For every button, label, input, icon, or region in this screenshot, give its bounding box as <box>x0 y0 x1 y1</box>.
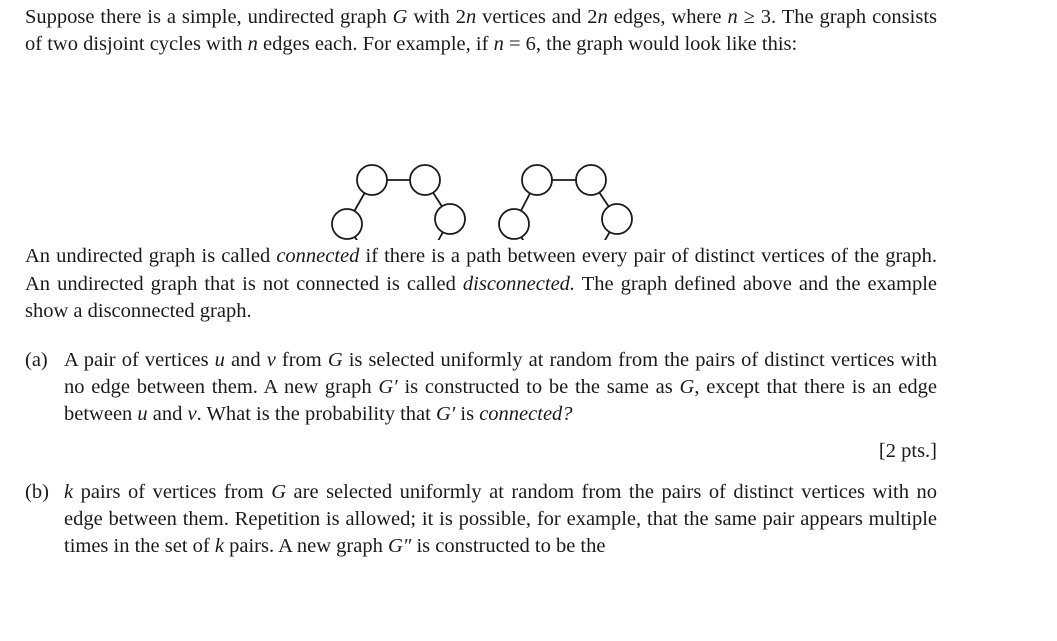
graph-vertex <box>602 204 632 234</box>
part-b-label: (b) <box>25 480 49 503</box>
part-a-text-8: . What is the probability that <box>196 403 436 426</box>
graph-vertex <box>357 165 387 195</box>
math-v: v <box>187 403 197 426</box>
math-k: k <box>214 535 224 558</box>
intro-text-6: edges each. For example, if <box>257 33 494 56</box>
math-n: n <box>597 6 608 28</box>
part-a-text-9: is <box>455 403 480 426</box>
definition-text-2: if there is a path between every pair of distinct vertices of the graph. An undirected graph that is not connected is called <box>25 245 938 295</box>
part-b-text-4: is constructed to be the <box>411 535 606 558</box>
part-a-text-1: A pair of vertices <box>64 349 215 372</box>
graph-vertex <box>332 209 362 239</box>
graph-vertex <box>435 204 465 234</box>
math-G-prime: G′ <box>435 403 456 426</box>
intro-text-7: = 6, the graph would look like this: <box>503 33 798 56</box>
math-G-double-prime: G″ <box>387 535 412 558</box>
math-v: v <box>266 349 276 372</box>
problem-page <box>25 4 937 560</box>
math-n: n <box>727 6 738 28</box>
intro-text-1: Suppose there is a simple, undirected graph <box>25 6 393 28</box>
graph-vertex <box>576 165 606 195</box>
math-n: n <box>247 33 258 56</box>
math-u: u <box>137 403 148 426</box>
math-G: G <box>679 376 695 399</box>
part-a-text-6: , except that there is an edge between <box>64 376 938 426</box>
part-a-text-5: is constructed to be the same as <box>397 376 680 399</box>
intro-text-4: edges, where <box>607 6 728 28</box>
graph-vertex <box>410 165 440 195</box>
graph-vertex <box>499 209 529 239</box>
part-a-text-7: and <box>147 403 188 426</box>
math-n: n <box>465 6 477 28</box>
part-a-text-3: from <box>275 349 328 372</box>
two-cycle-graph <box>25 58 937 240</box>
definition-paragraph <box>25 243 937 325</box>
definition-text-3: The graph defined above and the example show a disconnected graph. <box>25 272 937 322</box>
part-a-text <box>64 347 937 429</box>
part-b <box>25 479 937 561</box>
part-a-text-4: is selected uniformly at random from the pairs of distinct vertices with no edge between them. A new graph <box>64 349 937 399</box>
part-b-text-1: pairs of vertices from <box>73 480 272 503</box>
part-a <box>25 347 937 465</box>
part-b-text <box>64 479 937 561</box>
math-G-prime: G′ <box>378 376 398 399</box>
part-a-text-2: and <box>224 349 267 372</box>
intro-text-2: with 2 <box>407 6 466 28</box>
graph-vertex <box>522 165 552 195</box>
term-connected: connected <box>276 245 360 268</box>
term-connected: connected? <box>479 403 573 426</box>
intro-paragraph <box>25 4 937 58</box>
intro-text-3: vertices and 2 <box>476 6 598 28</box>
definition-text-1: An undirected graph is called <box>25 245 277 268</box>
part-b-text-2: are selected uniformly at random from the pairs of distinct vertices with no edge between them. Repetition is allowed; it is possible, for example, that the same pair appears multiple times in the set of <box>64 480 937 558</box>
math-n: n <box>493 33 504 56</box>
math-k: k <box>64 480 74 503</box>
math-G: G <box>271 480 287 503</box>
math-G: G <box>392 6 408 28</box>
term-disconnected: disconnected. <box>462 272 576 295</box>
graph-figure <box>25 58 937 240</box>
part-b-text-3: pairs. A new graph <box>224 535 388 558</box>
part-a-label: (a) <box>25 349 48 372</box>
math-G: G <box>327 349 343 372</box>
math-u: u <box>214 349 225 372</box>
intro-text-5: ≥ 3. The graph consists of two disjoint cycles with <box>25 6 937 56</box>
points-label: [2 pts.] <box>878 439 937 462</box>
